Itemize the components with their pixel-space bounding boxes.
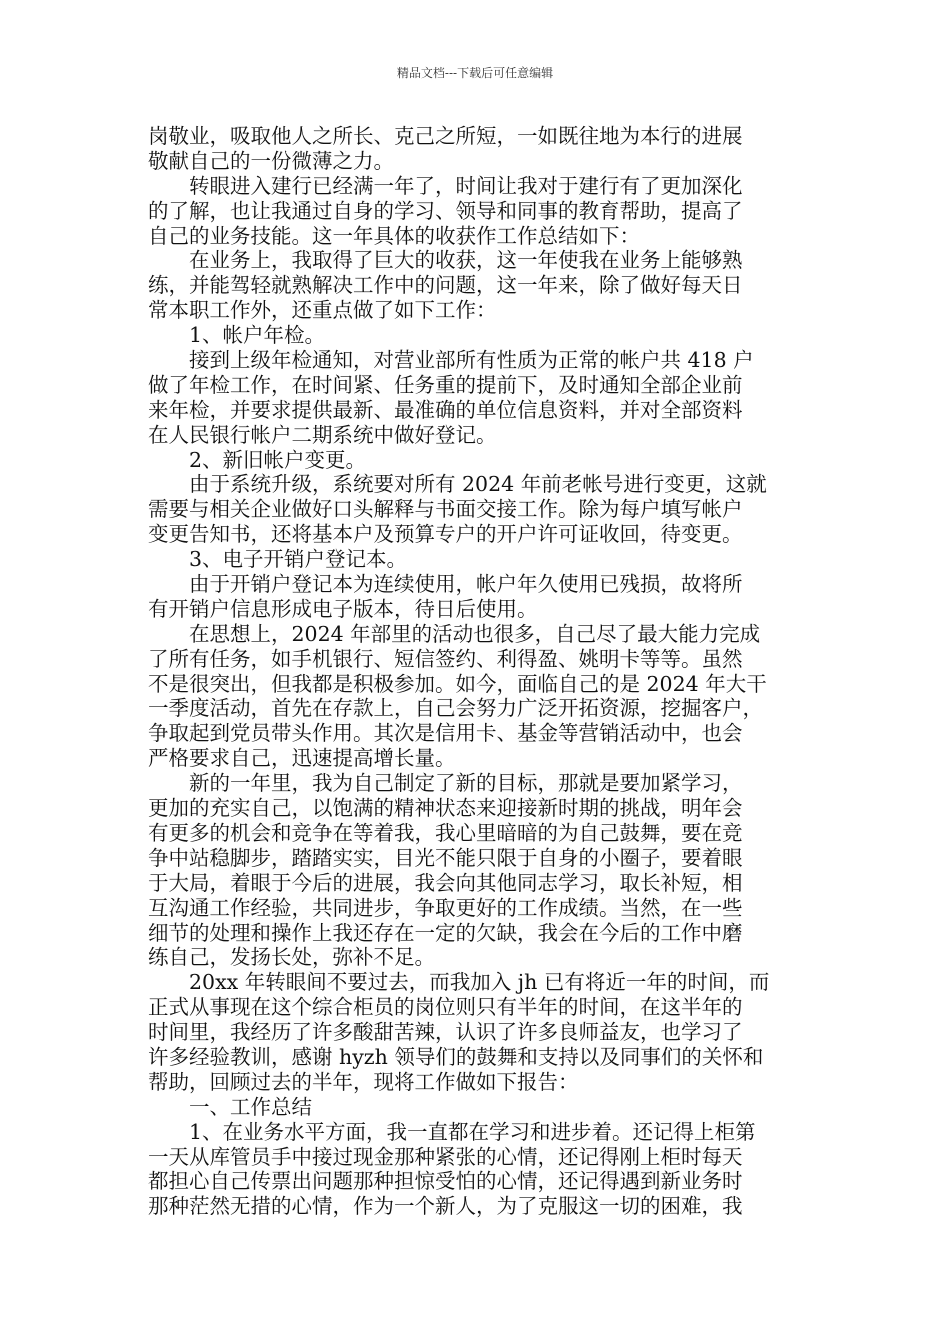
text-line: 一、工作总结 — [148, 1094, 312, 1119]
text-line: 转眼进入建行已经满一年了，时间让我对于建行有了更加深化 — [148, 173, 743, 198]
text-line: 练，并能驾轻就熟解决工作中的问题，这一年来，除了做好每天日 — [148, 273, 743, 298]
text-line: 互沟通工作经验，共同进步，争取更好的工作成绩。当然，在一些 — [148, 895, 743, 920]
text-line: 严格要求自己，迅速提高增长量。 — [148, 746, 456, 771]
text-line: 在思想上，2024 年部里的活动也很多，自己尽了最大能力完成 — [148, 621, 761, 646]
text-line: 争中站稳脚步，踏踏实实，目光不能只限于自身的小圈子，要着眼 — [148, 845, 743, 870]
text-line: 有更多的机会和竞争在等着我，我心里暗暗的为自己鼓舞，要在竞 — [148, 820, 743, 845]
text-line: 敬献自己的一份微薄之力。 — [148, 148, 394, 173]
text-line: 20xx 年转眼间不要过去，而我加入 jh 已有将近一年的时间，而 — [148, 970, 770, 995]
text-line: 都担心自己传票出问题那种担惊受怕的心情，还记得遇到新业务时 — [148, 1169, 743, 1194]
text-line: 帮助，回顾过去的半年，现将工作做如下报告： — [148, 1069, 579, 1094]
text-line: 的了解，也让我通过自身的学习、领导和同事的教育帮助，提高了 — [148, 198, 743, 223]
text-line: 练自己，发扬长处，弥补不足。 — [148, 945, 435, 970]
text-line: 自己的业务技能。这一年具体的收获作工作总结如下： — [148, 223, 640, 248]
text-line: 争取起到党员带头作用。其次是信用卡、基金等营销活动中，也会 — [148, 721, 743, 746]
text-line: 一季度活动，首先在存款上，自己会努力广泛开拓资源，挖掘客户， — [148, 696, 763, 721]
text-line: 在人民银行帐户二期系统中做好登记。 — [148, 422, 497, 447]
text-line: 时间里，我经历了许多酸甜苦辣，认识了许多良师益友，也学习了 — [148, 1020, 743, 1045]
page-header: 精品文档---下载后可任意编辑 — [396, 66, 554, 80]
text-line: 不是很突出，但我都是积极参加。如今，面临自己的是 2024 年大干 — [148, 671, 767, 696]
text-line: 许多经验教训，感谢 hyzh 领导们的鼓舞和支持以及同事们的关怀和 — [148, 1044, 764, 1069]
text-line: 做了年检工作，在时间紧、任务重的提前下，及时通知全部企业前 — [148, 372, 743, 397]
text-line: 于大局，着眼于今后的进展，我会向其他同志学习，取长补短，相 — [148, 870, 743, 895]
body-paragraph — [148, 124, 822, 1219]
text-line: 由于开销户登记本为连续使用，帐户年久使用已残损，故将所 — [148, 572, 743, 597]
text-line: 由于系统升级，系统要对所有 2024 年前老帐号进行变更，这就 — [148, 472, 767, 497]
text-line: 了所有任务，如手机银行、短信签约、利得盈、姚明卡等等。虽然 — [148, 646, 743, 671]
text-line: 1、帐户年检。 — [148, 323, 326, 348]
text-line: 那种茫然无措的心情，作为一个新人，为了克服这一切的困难，我 — [148, 1194, 743, 1219]
text-line: 需要与相关企业做好口头解释与书面交接工作。除为每户填写帐户 — [148, 497, 743, 522]
text-line: 1、在业务水平方面，我一直都在学习和进步着。还记得上柜第 — [148, 1119, 756, 1144]
text-line: 岗敬业，吸取他人之所长、克己之所短，一如既往地为本行的进展 — [148, 124, 743, 148]
text-line: 新的一年里，我为自己制定了新的目标，那就是要加紧学习， — [148, 771, 743, 796]
text-line: 接到上级年检通知，对营业部所有性质为正常的帐户共 418 户 — [148, 348, 754, 373]
text-line: 正式从事现在这个综合柜员的岗位则只有半年的时间，在这半年的 — [148, 995, 743, 1020]
text-line: 变更告知书，还将基本户及预算专户的开户许可证收回，待变更。 — [148, 522, 743, 547]
text-line: 常本职工作外，还重点做了如下工作： — [148, 298, 497, 323]
text-line: 来年检，并要求提供最新、最准确的单位信息资料，并对全部资料 — [148, 397, 743, 422]
text-line: 2、新旧帐户变更。 — [148, 447, 367, 472]
document-body — [148, 124, 822, 1219]
text-line: 在业务上，我取得了巨大的收获，这一年使我在业务上能够熟 — [148, 248, 743, 273]
text-line: 一天从库管员手中接过现金那种紧张的心情，还记得刚上柜时每天 — [148, 1144, 743, 1169]
text-line: 细节的处理和操作上我还存在一定的欠缺，我会在今后的工作中磨 — [148, 920, 743, 945]
text-line: 更加的充实自己，以饱满的精神状态来迎接新时期的挑战，明年会 — [148, 796, 743, 821]
text-line: 3、电子开销户登记本。 — [148, 547, 408, 572]
text-line: 有开销户信息形成电子版本，待日后使用。 — [148, 596, 538, 621]
